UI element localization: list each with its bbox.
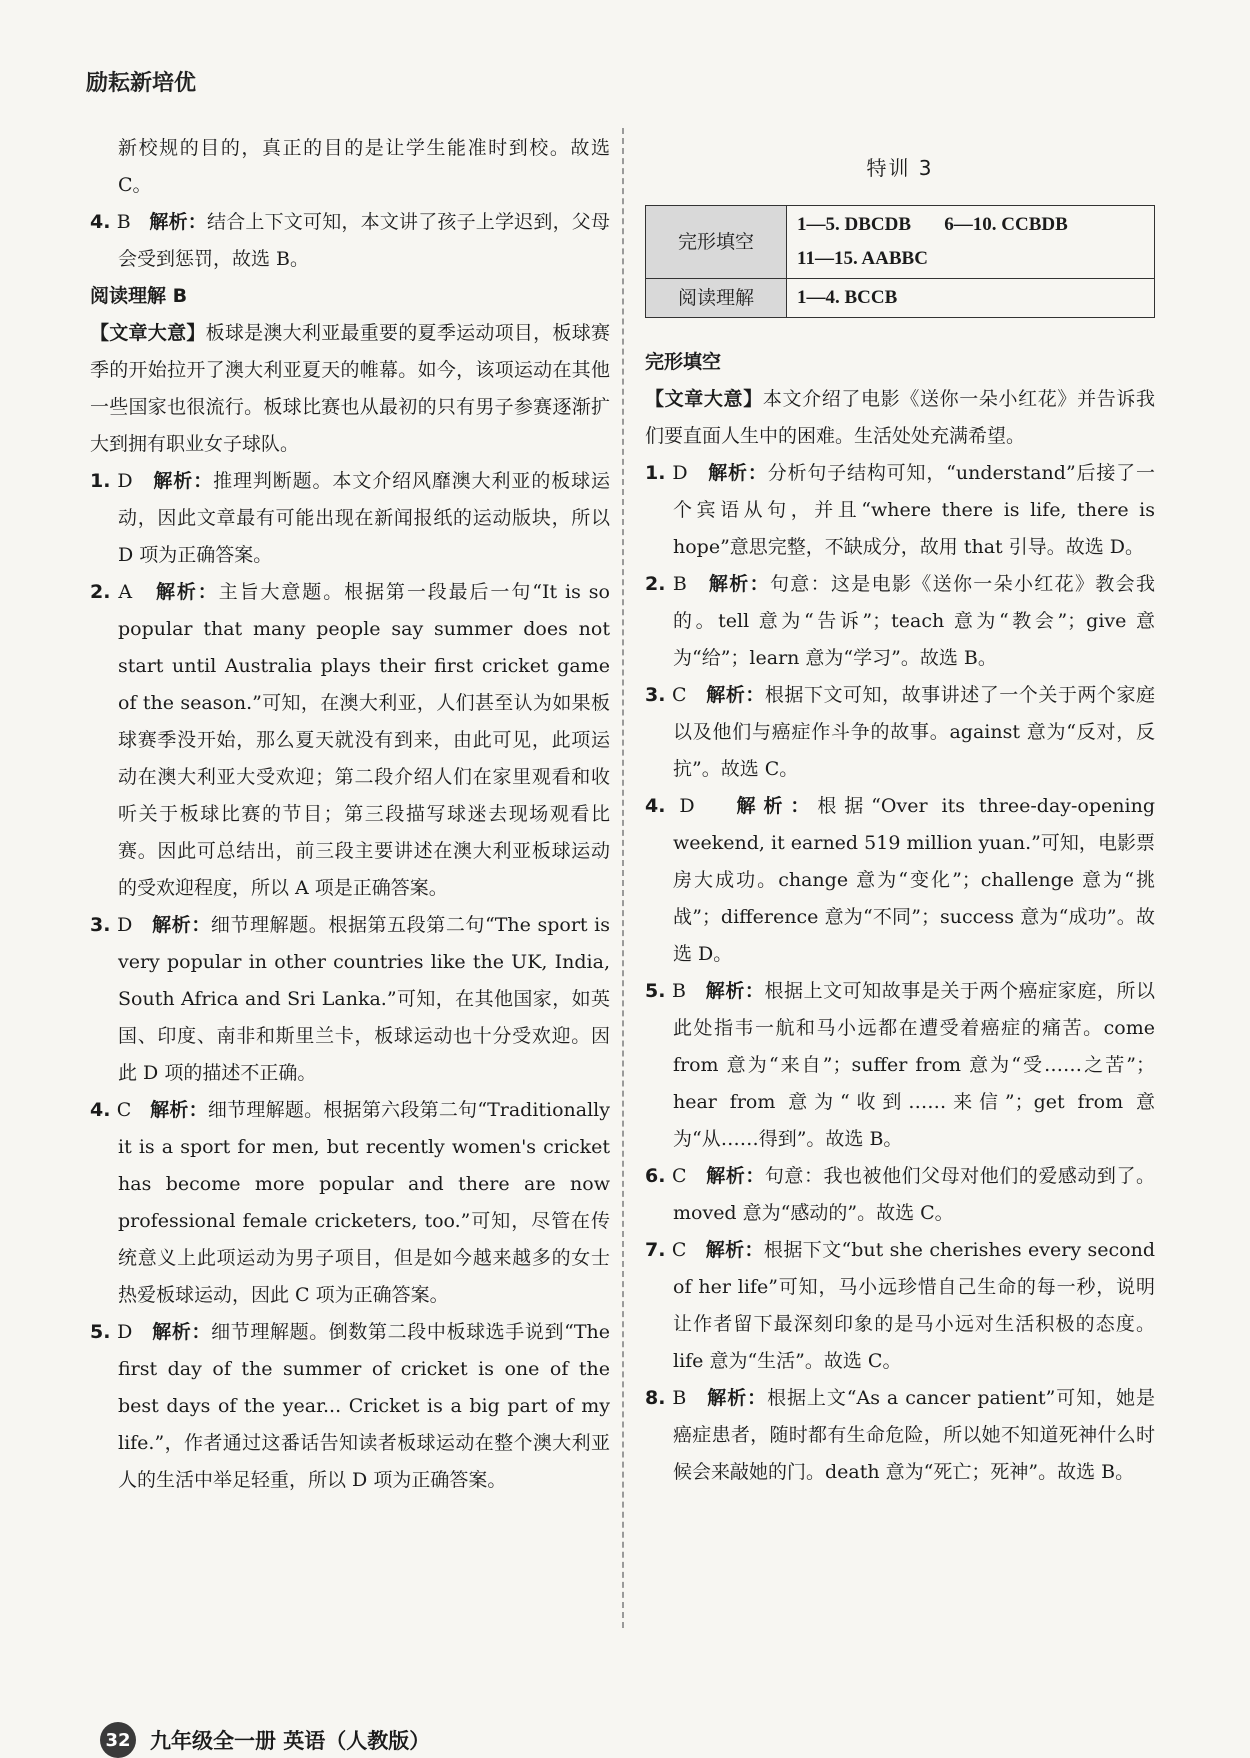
item-text: 根据“Over its three-day-opening weekend, it earned 519 million yuan.”可知，电影票房大成功。change 意为“变化”；challenge 意为“挑战”；difference 意为“不同”；success 意为“成功”。故选 D。 [673,795,1155,965]
continued-text: 新校规的目的，真正的目的是让学生能准时到校。故选 C。 [118,137,610,196]
item-text: 根据下文可知，故事讲述了一个关于两个家庭以及他们与癌症作斗争的故事。against 意为“反对，反抗”。故选 C。 [673,684,1155,780]
item-number: 3. [645,684,666,706]
item-number: 1. [645,462,666,484]
answer-item [645,1232,1155,1380]
article-summary [645,381,1155,455]
table-value [787,206,1155,279]
item-text: 句意：我也被他们父母对他们的爱感动到了。moved 意为“感动的”。故选 C。 [673,1165,1155,1224]
item-keyword: 解析： [706,684,765,706]
item-number: 5. [90,1321,111,1343]
answer-item [645,973,1155,1158]
item-answer: D [117,914,133,936]
item-number: 2. [645,573,666,595]
item-answer: B [672,573,687,595]
item-keyword: 解析： [706,1165,765,1187]
section-title: 完形填空 [645,351,722,373]
item-text: 句意：这是电影《送你一朵小红花》教会我的。tell 意为“告诉”；teach 意为“教会”；give 意为“给”；learn 意为“学习”。故选 B。 [673,573,1155,669]
item-answer: C [672,684,687,706]
item-number: 8. [645,1387,666,1409]
item-text: 根据上文“As a cancer patient”可知，她是癌症患者，随时都有生命危险，所以她不知道死神什么时候会来敲她的门。death 意为“死亡；死神”。故选 B。 [673,1387,1155,1483]
answer-item [645,1380,1155,1491]
item-text: 分析句子结构可知，“understand”后接了一个宾语从句，并且“where there is life, there is hope”意思完整，不缺成分，故用 that 引导。故选 D。 [673,462,1155,558]
item-answer: D [117,470,133,492]
item-answer: C [116,1099,132,1121]
left-items [90,463,610,1499]
item-keyword: 解析： [736,795,818,817]
summary-text: 本文介绍了电影《送你一朵小红花》并告诉我们要直面人生中的困难。生活处处充满希望。 [645,388,1155,447]
right-items [645,455,1155,1491]
answer-item [645,788,1155,973]
item-answer: B [672,980,687,1002]
table-label: 完形填空 [646,206,787,279]
summary-tag: 【文章大意】 [645,388,763,410]
item-answer: C [671,1239,687,1261]
item-answer: B [116,211,131,233]
answer-item [90,463,610,574]
item-text: 根据下文“but she cherishes every second of her life”可知，马小远珍惜自己生命的每一秒，说明让作者留下最深刻印象的是马小远对生活积极的态度。life 意为“生活”。故选 C。 [673,1239,1155,1372]
item-number: 4. [90,1099,111,1121]
item-answer: D [679,795,695,817]
item-text: 结合上下文可知，本文讲了孩子上学迟到，父母会受到惩罚，故选 B。 [118,211,610,270]
item-number: 6. [645,1165,666,1187]
item-number: 7. [645,1239,666,1261]
answer-item [645,566,1155,677]
table-label: 阅读理解 [646,279,787,318]
item-number: 4. [90,211,111,233]
column-divider [622,128,624,1628]
answer-item [90,1314,610,1499]
table-row [646,206,1155,279]
item-text: 细节理解题。根据第五段第二句“The sport is very popular in other countries like the UK, India, South Africa and Sri Lanka.”可知，在其他国家，如英国、印度、南非和斯里兰卡，板球运动也十分受欢迎。因此 D 项的描述不正确。 [118,914,610,1084]
item-answer: D [117,1321,133,1343]
table-row [646,279,1155,318]
item-keyword: 解析： [152,1321,212,1343]
answer-item [90,204,610,278]
answers-1-5: 1—5. DBCDB [797,214,912,235]
answer-item [645,677,1155,788]
answer-table [645,205,1155,318]
item-keyword: 解析： [155,581,219,603]
item-number: 4. [645,795,666,817]
item-text: 细节理解题。倒数第二段中板球选手说到“The first day of the summer of cricket is one of the best days of the year... Cricket is a big part of my life.”，作者通过这番话告知读者板球运动在整个澳大利亚人的生活中举足轻重，所以 D 项为正确答案。 [118,1321,610,1491]
answers-11-15: 11—15. AABBC [797,248,928,269]
answer-item [90,1092,610,1314]
summary-tag: 【文章大意】 [90,322,206,344]
article-summary [90,315,610,463]
item-answer: D [672,462,688,484]
item-answer: A [118,581,133,603]
table-value [787,279,1155,318]
header-brand: 励耘新培优 [86,71,197,96]
answer-item [90,907,610,1092]
item-keyword: 解析： [152,914,211,936]
section-title: 阅读理解 B [90,285,188,307]
summary-text: 板球是澳大利亚最重要的夏季运动项目，板球赛季的开始拉开了澳大利亚夏天的帷幕。如今，该项运动在其他一些国家也很流行。板球比赛也从最初的只有男子参赛逐渐扩大到拥有职业女子球队。 [90,322,610,455]
item-number: 2. [90,581,111,603]
item-number: 3. [90,914,111,936]
item-keyword: 解析： [150,1099,208,1121]
footer [100,1722,430,1758]
item-keyword: 解析： [705,1239,764,1261]
item-text: 根据上文可知故事是关于两个癌症家庭，所以此处指韦一航和马小远都在遭受着癌症的痛苦。come from 意为“来自”；suffer from 意为“受……之苦”；hear from 意为“收到……来信”；get from 意为“从……得到”。故选 B。 [673,980,1155,1150]
special-title: 特训 3 [866,156,934,180]
page-number: 32 [100,1722,136,1758]
item-text: 推理判断题。本文介绍风靡澳大利亚的板球运动，因此文章最有可能出现在新闻报纸的运动版块，所以 D 项为正确答案。 [118,470,610,566]
answer-item [645,1158,1155,1232]
item-keyword: 解析： [708,573,770,595]
left-column [90,130,610,1499]
item-keyword: 解析： [707,1387,768,1409]
item-text: 主旨大意题。根据第一段最后一句“It is so popular that many people say summer does not start until Australia plays their first cricket game of the season.”可知，在澳大利亚，人们甚至认为如果板球赛季没开始，那么夏天就没有到来，由此可见，此项运动在澳大利亚大受欢迎；第二段介绍人们在家里观看和收听关于板球比赛的节目；第三段描写球迷去现场观看比赛。因此可总结出，前三段主要讲述在澳大利亚板球运动的受欢迎程度，所以 A 项是正确答案。 [118,581,610,899]
item-number: 5. [645,980,666,1002]
item-keyword: 解析： [153,470,214,492]
item-number: 1. [90,470,111,492]
answer-item [90,574,610,907]
item-keyword: 解析： [708,462,768,484]
right-column [645,130,1155,1491]
item-answer: B [672,1387,687,1409]
answer-item [645,455,1155,566]
book-title: 九年级全一册 英语（人教版） [150,1729,431,1753]
item-keyword: 解析： [705,980,765,1002]
item-text: 细节理解题。根据第六段第二句“Traditionally it is a sport for men, but recently women's cricket has become more popular and there are now professional female cricketers, too.”可知，尽管在传统意义上此项运动为男子项目，但是如今越来越多的女士热爱板球运动，因此 C 项为正确答案。 [118,1099,610,1306]
answers-6-10: 6—10. CCBDB [944,214,1068,235]
item-answer: C [672,1165,687,1187]
item-keyword: 解析： [149,211,207,233]
answers-1-4: 1—4. BCCB [797,287,898,308]
